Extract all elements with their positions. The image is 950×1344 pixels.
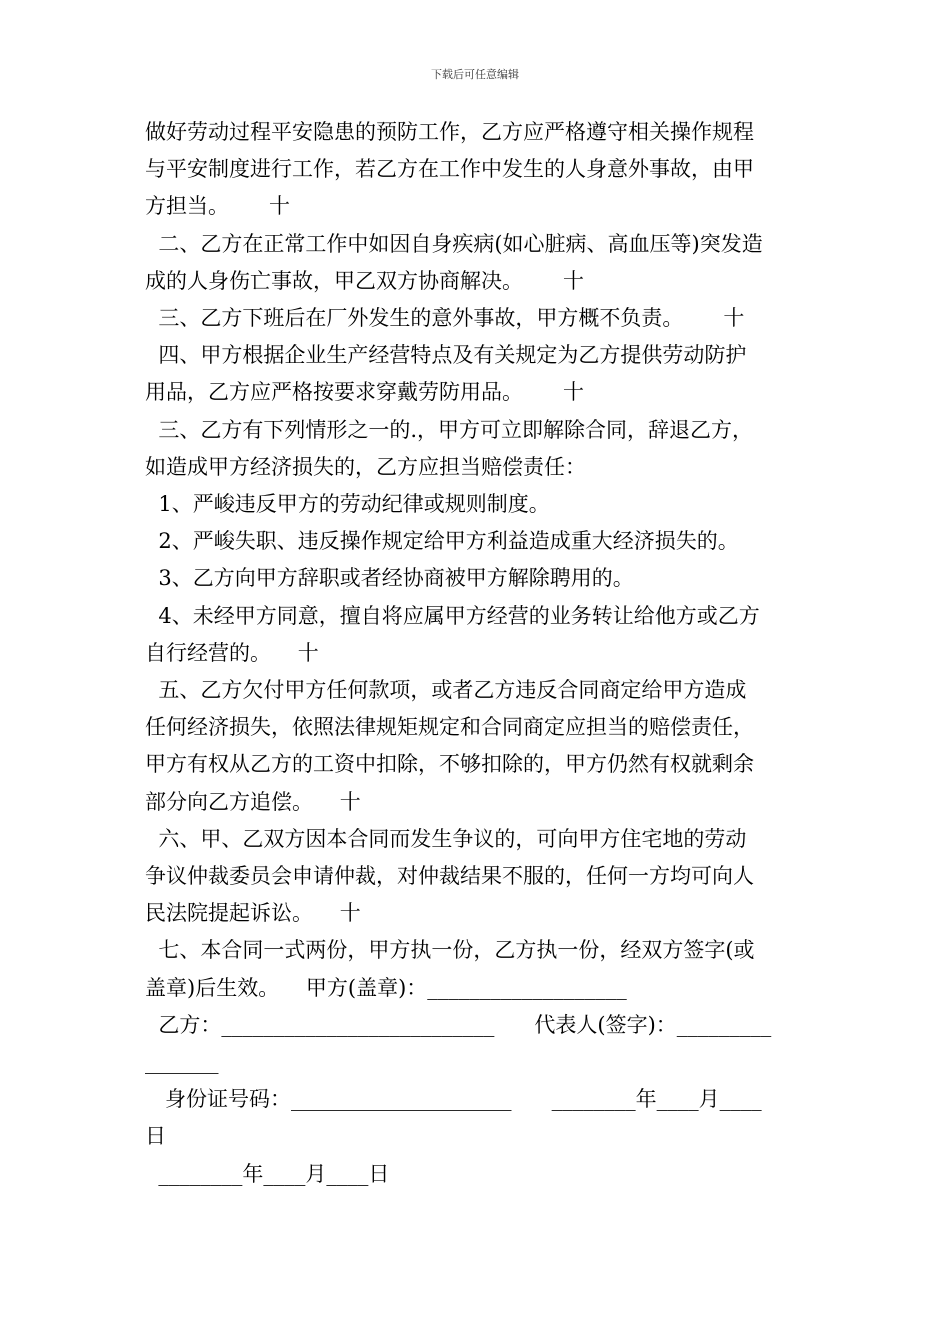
text-line: 4、未经甲方同意，擅自将应属甲方经营的业务转让给他方或乙方 — [145, 603, 760, 628]
text-line: 甲方有权从乙方的工资中扣除，不够扣除的，甲方仍然有权就剩余 — [145, 752, 754, 777]
text-line: 七、本合同一式两份，甲方执一份，乙方执一份，经双方签字(或 — [145, 938, 755, 963]
text-line: 部分向乙方追偿。 十 — [145, 789, 361, 814]
text-line: 与平安制度进行工作，若乙方在工作中发生的人身意外事故，由甲 — [145, 157, 754, 182]
text-line: ________年____月____日 — [145, 1161, 390, 1186]
text-line: 三、乙方有下列情形之一的.，甲方可立即解除合同，辞退乙方， — [145, 417, 754, 442]
text-line: 五、乙方欠付甲方任何款项，或者乙方违反合同商定给甲方造成 — [145, 678, 747, 703]
text-line: 三、乙方下班后在厂外发生的意外事故，甲方概不负责。 十 — [145, 306, 745, 331]
text-line: 1、严峻违反甲方的劳动纪律或规则制度。 — [145, 492, 550, 517]
text-line: 自行经营的。 十 — [145, 640, 319, 665]
text-line: 争议仲裁委员会申请仲裁，对仲裁结果不服的，任何一方均可向人 — [145, 864, 754, 889]
text-line: 2、严峻失职、违反操作规定给甲方利益造成重大经济损失的。 — [145, 529, 739, 554]
text-line: 乙方：__________________________ 代表人(签字)：_________ — [145, 1012, 772, 1037]
text-line: 3、乙方向甲方辞职或者经协商被甲方解除聘用的。 — [145, 566, 634, 591]
text-line: 民法院提起诉讼。 十 — [145, 901, 361, 926]
text-line: 用品，乙方应严格按要求穿戴劳防用品。 十 — [145, 380, 585, 405]
document-body — [145, 114, 810, 1193]
text-line: 任何经济损失，依照法律规矩规定和合同商定应担当的赔偿责任， — [145, 715, 754, 740]
text-line: 日 — [145, 1124, 166, 1149]
text-line: 身份证号码：_____________________ ________年____月____ — [145, 1087, 762, 1112]
text-line: 方担当。 十 — [145, 194, 291, 219]
text-line: _______ — [145, 1050, 219, 1075]
text-line: 二、乙方在正常工作中如因自身疾病(如心脏病、高血压等)突发造 — [145, 231, 763, 256]
text-line: 盖章)后生效。 甲方(盖章)：___________________ — [145, 975, 627, 1000]
text-line: 做好劳动过程平安隐患的预防工作，乙方应严格遵守相关操作规程 — [145, 120, 754, 144]
text-line: 如造成甲方经济损失的，乙方应担当赔偿责任： — [145, 454, 586, 479]
text-line: 成的人身伤亡事故，甲乙双方协商解决。 十 — [145, 268, 585, 293]
page-header: 下载后可任意编辑 — [431, 68, 519, 81]
text-line: 六、甲、乙双方因本合同而发生争议的，可向甲方住宅地的劳动 — [145, 826, 747, 851]
text-line: 四、甲方根据企业生产经营特点及有关规定为乙方提供劳动防护 — [145, 343, 747, 368]
